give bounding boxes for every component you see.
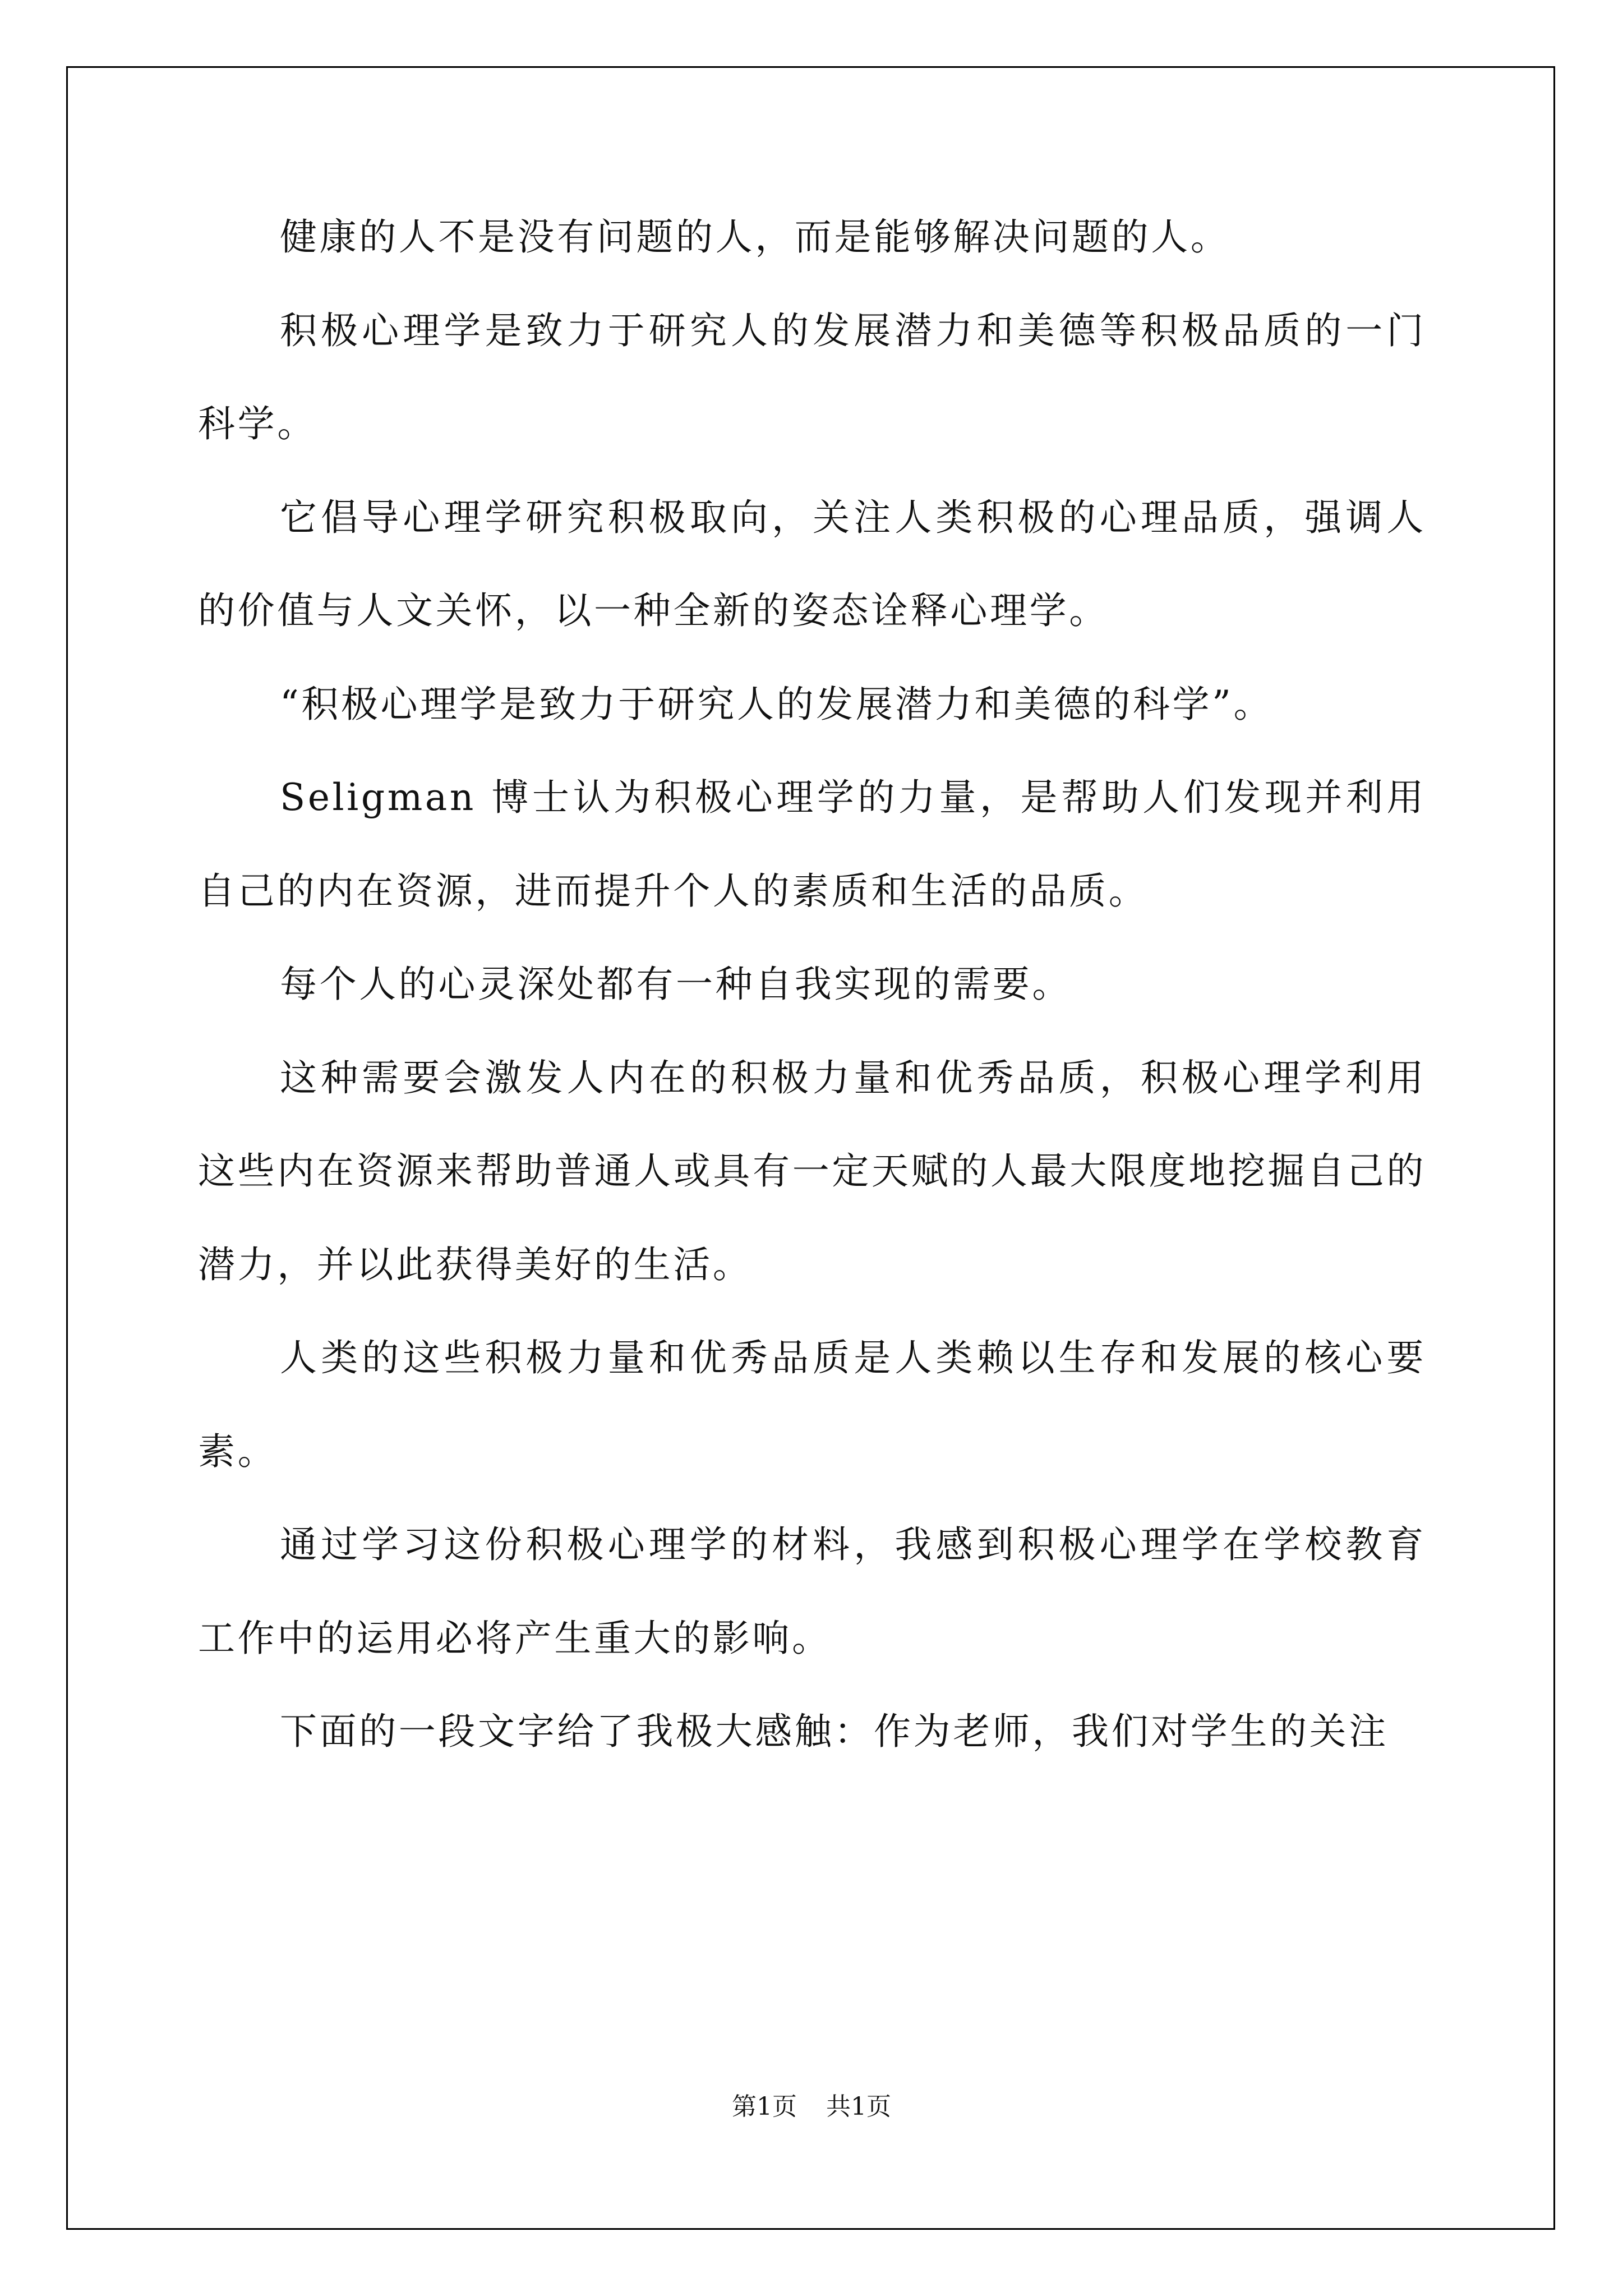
page-total: 共1页: [826, 2092, 891, 2121]
paragraph: 人类的这些积极力量和优秀品质是人类赖以生存和发展的核心要素。: [198, 1336, 1426, 1473]
paragraph: 积极心理学是致力于研究人的发展潜力和美德等积极品质的一门科学。: [198, 309, 1426, 445]
paragraph: Seligman 博士认为积极心理学的力量，是帮助人们发现并利用自己的内在资源，进而提升个人的素质和生活的品质。: [198, 776, 1426, 913]
paragraph: 它倡导心理学研究积极取向，关注人类积极的心理品质，强调人的价值与人文关怀，以一种全新的姿态诠释心理学。: [198, 495, 1426, 632]
document-body: [198, 191, 1426, 1779]
page-number: 第1页: [732, 2092, 797, 2121]
paragraph: “积极心理学是致力于研究人的发展潜力和美德的科学”。: [280, 682, 1274, 726]
paragraph: 这种需要会激发人内在的积极力量和优秀品质，积极心理学利用这些内在资源来帮助普通人或具有一定天赋的人最大限度地挖掘自己的潜力，并以此获得美好的生活。: [198, 1056, 1426, 1286]
paragraph: 健康的人不是没有问题的人，而是能够解决问题的人。: [280, 215, 1230, 259]
paragraph: 每个人的心灵深处都有一种自我实现的需要。: [280, 963, 1072, 1006]
paragraph: 下面的一段文字给了我极大感触：作为老师，我们对学生的关注: [280, 1710, 1389, 1753]
page-footer: [0, 2091, 1623, 2123]
paragraph: 通过学习这份积极心理学的材料，我感到积极心理学在学校教育工作中的运用必将产生重大的影响。: [198, 1523, 1426, 1660]
